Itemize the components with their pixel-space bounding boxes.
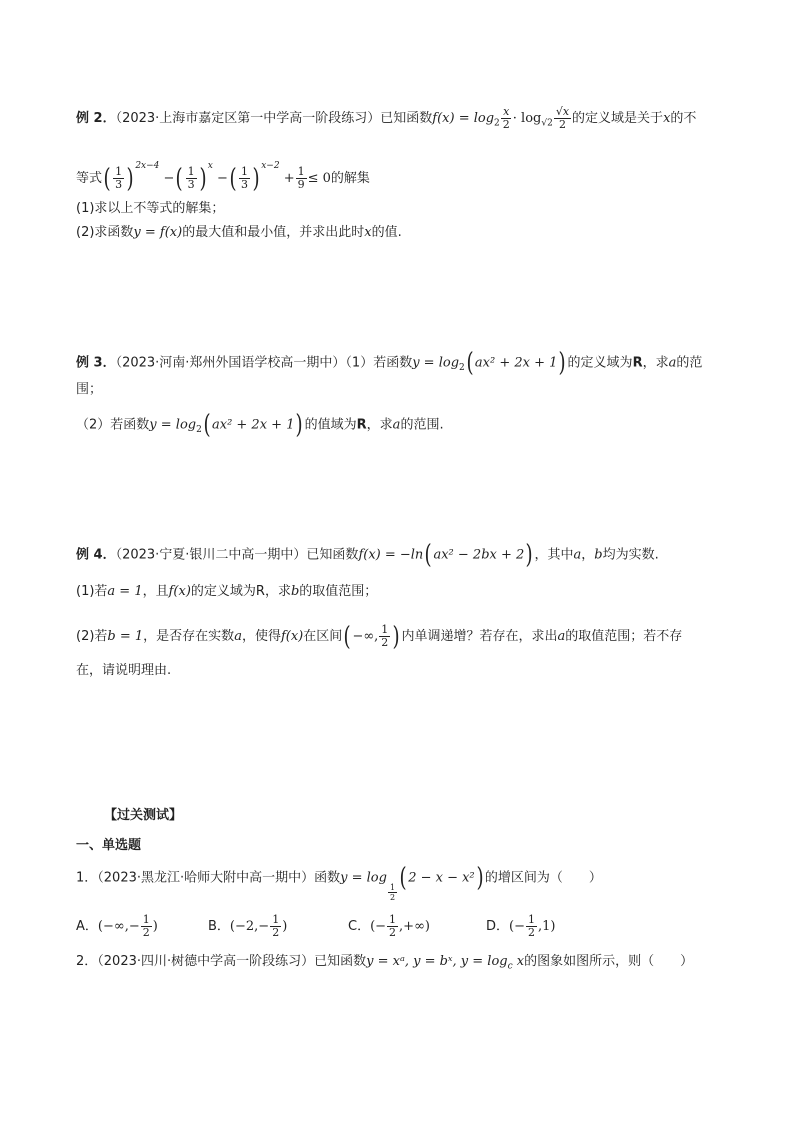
inequality-prefix: 等式 [76, 171, 103, 186]
example-2-label: 例 2． [76, 111, 116, 126]
test-question-2: 2．（2023·四川·树德中学高一阶段练习）已知函数y = xᵃ, y = bˣ, $y = \log_c x$的图象如图所示，则（ ） [76, 954, 694, 972]
variable-x: x [663, 111, 671, 126]
example-4-line-1: 例 4．（2023·宁夏·银川二中高一期中）已知函数f(x) = −ln( ax² − 2bx + 2) ，其中a，b均为实数. [76, 540, 659, 570]
log-base-sqrt2: √2 [541, 118, 553, 129]
section-title: 一、单选题 [76, 838, 142, 853]
example-2-line-2: 等式( $\frac{1}{3}$ ) $^{2x-4}$ −( $\frac{1}{3}$ ) $^x$ −( $\frac{1}{3}$ ) $^{x-2}$ + $\frac{1}{9}$ ≤ 0的解集 [76, 161, 370, 194]
example-4-question-2: (2)若b = 1，是否存在实数a，使得f(x)在区间( −∞, $\frac{1}{2}$ ) 内单调递增？若存在，求出a的取值范围；若不存 [76, 621, 683, 652]
example-2-tail2: 的不 [670, 111, 697, 126]
example-3-line-1: 例 3．（2023·河南·郑州外国语学校高一期中）（1）若函数$y = \log_2$( ax² + 2x + 1) 的定义域为R，求a的范 [76, 348, 703, 378]
example-2-question-1: (1)求以上不等式的解集； [76, 201, 225, 216]
log-argument: ax² + 2x + 1 [474, 355, 558, 371]
fraction-x-over-2: $\frac{x}{2}$ [502, 105, 510, 131]
example-4-label: 例 4． [76, 547, 116, 563]
exponent-3: x−2 [261, 161, 280, 171]
log-base: 2 [494, 118, 500, 129]
test-heading: 【过关测试】 [104, 808, 183, 823]
example-3-label: 例 3． [76, 355, 116, 371]
option-b[interactable]: B．(−2,− $\frac{1}{2}$ ) [208, 913, 288, 939]
fraction-sqrtx-over-2: $\frac{√x}{2}$ [555, 105, 570, 131]
example-2-line-1 [76, 106, 696, 134]
example-3-line-2: 围； [76, 382, 103, 397]
dot-log: · log [512, 111, 542, 126]
example-4-source: （2023·宁夏·银川二中高一期中）已知函数 [115, 547, 359, 563]
example-3-question-2: （2）若函数$y = \log_2$( ax² + 2x + 1) 的值域为R，求a的范围. [76, 410, 444, 440]
option-d[interactable]: D．(− $\frac{1}{2}$ ,1) [486, 913, 556, 939]
option-c[interactable]: C．(− $\frac{1}{2}$ ,+∞) [348, 913, 430, 939]
example-4-question-2-line-2: 在，请说明理由. [76, 663, 172, 678]
y-equals-fx: y = f(x) [133, 225, 183, 240]
example-2-question-2: (2)求函数y = f(x)的最大值和最小值，并求出此时x的值. [76, 225, 402, 240]
exponent-1: 2x−4 [135, 161, 160, 171]
exponent-2: x [207, 161, 213, 171]
example-3-source: （2023·河南·郑州外国语学校高一期中）（1）若函数 [115, 355, 413, 371]
example-2-tail: 的定义域是关于 [572, 111, 664, 126]
example-2-source: （2023·上海市嘉定区第一中学高一阶段练习）已知函数 [115, 111, 433, 126]
example-2-func: f(x) = log [432, 111, 495, 126]
log-base-half: $\frac{1}{2}$ [389, 882, 396, 902]
le-zero: ≤ 0 [307, 171, 331, 186]
option-a[interactable]: A．(−∞,− $\frac{1}{2}$ ) [76, 913, 158, 939]
inequality-suffix: 的解集 [330, 171, 370, 186]
fraction-one-ninth: $\frac{1}{9}$ [297, 165, 305, 191]
example-4-question-1: (1)若a = 1，且f(x)的定义域为R，求b的取值范围； [76, 584, 378, 599]
fraction-one-half: $\frac{1}{2}$ [381, 623, 389, 649]
test-question-1: 1．（2023·黑龙江·哈师大附中高一期中）函数y = log $\frac{1}{2}$ ( 2 − x − x²) 的增区间为（ ） [76, 863, 602, 902]
